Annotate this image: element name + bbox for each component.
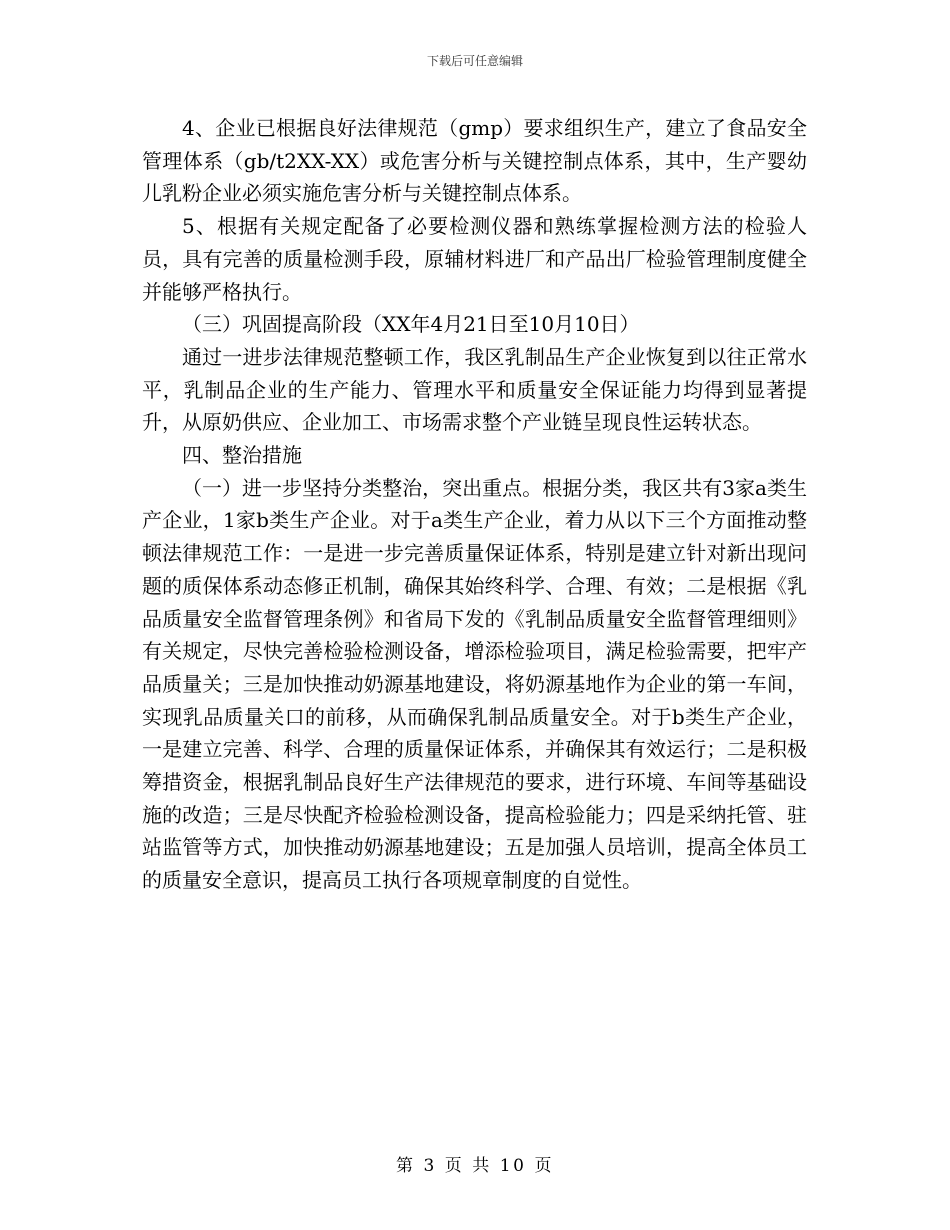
paragraph-item-4: 4、企业已根据良好法律规范（gmp）要求组织生产，建立了食品安全管理体系（gb/t2XX-XX）或危害分析与关键控制点体系，其中，生产婴幼儿乳粉企业必须实施危害分析与关键控制点体系。 — [142, 116, 807, 206]
page-number: 第 3 页 共 10 页 — [395, 1156, 555, 1176]
paragraph-consolidation: 通过一进步法律规范整顿工作，我区乳制品生产企业恢复到以往正常水平，乳制品企业的生产能力、管理水平和质量安全保证能力均得到显著提升，从原奶供应、企业加工、市场需求整个产业链呈现良性运转状态。 — [142, 344, 807, 435]
page-header: 下载后可任意编辑 — [426, 54, 523, 68]
section-heading-measures: 四、整治措施 — [182, 443, 302, 468]
paragraph-item-5: 5、根据有关规定配备了必要检测仪器和熟练掌握检测方法的检验人员，具有完善的质量检测手段，原辅材料进厂和产品出厂检验管理制度健全并能够严格执行。 — [142, 214, 807, 304]
paragraph-measures-1: （一）进一步坚持分类整治，突出重点。根据分类，我区共有3家a类生产企业，1家b类生产企业。对于a类生产企业，着力从以下三个方面推动整顿法律规范工作：一是进一步完善质量保证体系，特别是建立针对新出现问题的质保体系动态修正机制，确保其始终科学、合理、有效；二是根据《乳品质量安全监督管理条例》和省局下发的《乳制品质量安全监督管理细则》有关规定，尽快完善检验检测设备，增添检验项目，满足检验需要，把牢产品质量关；三是加快推动奶源基地建设，将奶源基地作为企业的第一车间，实现乳品质量关口的前移，从而确保乳制品质量安全。对于b类生产企业，一是建立完善、科学、合理的质量保证体系，并确保其有效运行；二是积极筹措资金，根据乳制品良好生产法律规范的要求，进行环境、车间等基础设施的改造；三是尽快配齐检验检测设备，提高检验能力；四是采纳托管、驻站监管等方式，加快推动奶源基地建设；五是加强人员培训，提高全体员工的质量安全意识，提高员工执行各项规章制度的自觉性。 — [142, 475, 807, 893]
section-heading-consolidation-stage: （三）巩固提高阶段（XX年4月21日至10月10日） — [182, 312, 640, 337]
document-body — [142, 112, 807, 897]
